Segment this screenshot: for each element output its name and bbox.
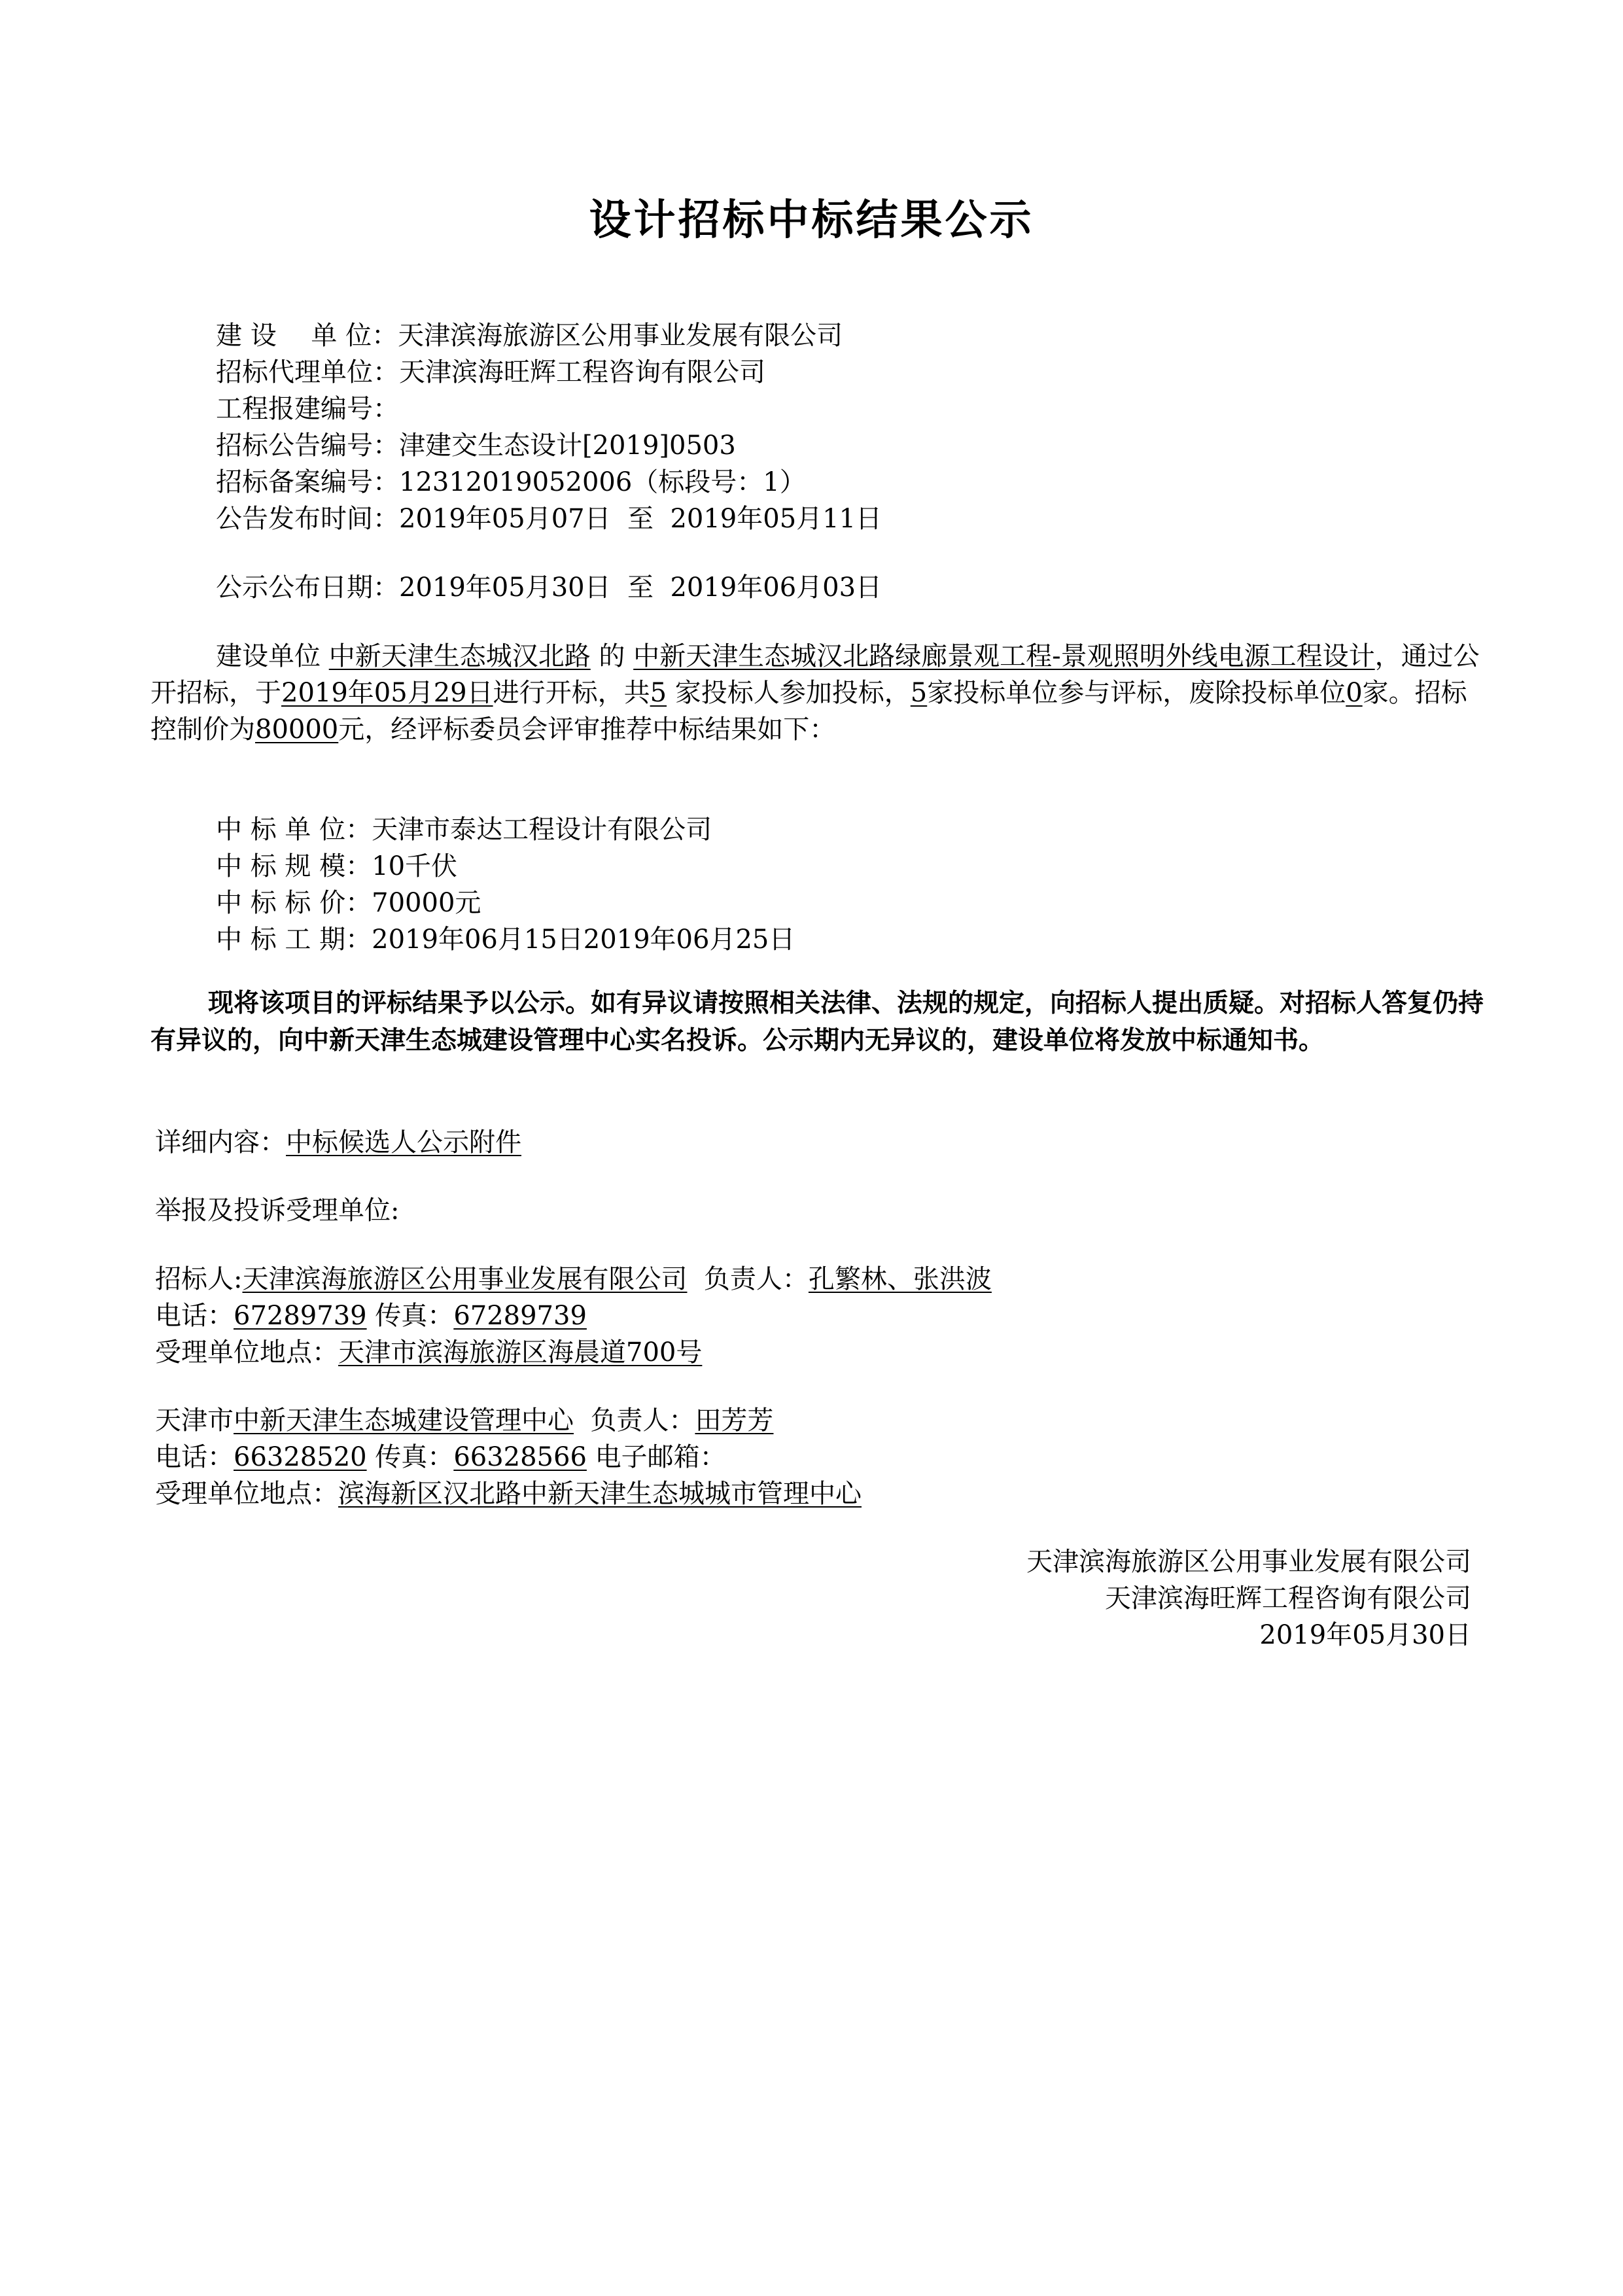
tenderer-tel-label: 电话： [155, 1301, 234, 1331]
signature-org-1: 天津滨海旅游区公用事业发展有限公司 [1026, 1547, 1471, 1577]
announce-date-label: 公示公布日期： [216, 573, 399, 603]
details-row [155, 1124, 521, 1161]
text-segment: 家投标单位参与评标，废除投标单位 [927, 678, 1346, 708]
authority-name-link[interactable]: 中新天津生态城建设管理中心 [234, 1405, 574, 1436]
tenderer-address-label: 受理单位地点： [155, 1337, 338, 1368]
authority-email-label: 电子邮箱： [586, 1442, 726, 1472]
tenderer-row [155, 1261, 992, 1298]
authority-address-label: 受理单位地点： [155, 1479, 338, 1509]
text-segment: 家。招标控制价为 [150, 678, 1467, 745]
tenderer-fax: 67289739 [453, 1301, 587, 1331]
record-no-value: 12312019052006（标段号：1） [399, 467, 806, 497]
period-label: 中 标 工 期： [216, 925, 372, 955]
notice-no-label: 招标公告编号： [216, 431, 399, 461]
authority-row [155, 1402, 773, 1439]
scale-label: 中 标 规 模： [216, 851, 372, 881]
authority-address-row [155, 1475, 862, 1512]
tenderer-name-link[interactable]: 天津滨海旅游区公用事业发展有限公司 [242, 1264, 688, 1294]
text-segment: 家投标人参加投标， [667, 678, 911, 708]
notice-no-row [216, 427, 736, 464]
text-segment [687, 1264, 703, 1294]
announce-date-row [216, 569, 882, 606]
authority-person: 田芳芳 [695, 1405, 774, 1436]
text-segment [574, 1405, 590, 1436]
authority-tel-label: 电话： [155, 1442, 234, 1472]
project-name-link[interactable]: 中新天津生态城汉北路绿廊景观工程-景观照明外线电源工程设计 [633, 641, 1375, 671]
winner-value: 天津市泰达工程设计有限公司 [372, 815, 712, 845]
attachment-link[interactable]: 中标候选人公示附件 [286, 1127, 521, 1157]
details-label: 详细内容： [155, 1127, 286, 1157]
text-segment: 建设单位 [216, 641, 329, 671]
rejected-count: 0 [1346, 678, 1363, 708]
tenderer-address-row [155, 1334, 702, 1371]
authority-tel: 66328520 [234, 1442, 367, 1472]
record-no-label: 招标备案编号： [216, 467, 399, 497]
text-segment: 的 [590, 641, 634, 671]
owner-label: 建 设 单 位： [216, 321, 398, 351]
period-row [216, 921, 795, 958]
winning-price-value: 70000元 [372, 888, 481, 918]
signature-org-2: 天津滨海旺辉工程咨询有限公司 [1105, 1583, 1471, 1614]
notice-no-value: 津建交生态设计[2019]0503 [399, 431, 736, 461]
authority-contact-row [155, 1439, 726, 1475]
agent-value: 天津滨海旺辉工程咨询有限公司 [399, 357, 765, 387]
page-title: 设计招标中标结果公示 [589, 196, 1034, 245]
authority-fax-label: 传真： [366, 1442, 454, 1472]
winning-price-label: 中 标 标 价： [216, 888, 372, 918]
authority-person-label: 负责人： [590, 1405, 695, 1436]
evaluated-count: 5 [910, 678, 928, 708]
scale-value: 10千伏 [372, 851, 458, 881]
record-no-row [216, 464, 806, 501]
tenderer-fax-label: 传真： [366, 1301, 454, 1331]
publish-time-row [216, 501, 882, 537]
announce-date-value: 2019年05月30日 至 2019年06月03日 [399, 573, 882, 603]
tenderer-person: 孔繁林、张洪波 [808, 1264, 992, 1294]
tenderer-tel: 67289739 [234, 1301, 367, 1331]
project-no-row [216, 391, 399, 427]
bidder-count: 5 [650, 678, 667, 708]
scale-row [216, 848, 457, 885]
authority-address: 滨海新区汉北路中新天津生态城城市管理中心 [338, 1479, 862, 1509]
opening-date: 2019年05月29日 [281, 678, 493, 708]
period-value: 2019年06月15日2019年06月25日 [372, 925, 795, 955]
tenderer-label: 招标人: [155, 1264, 243, 1294]
control-price: 80000 [255, 715, 339, 745]
tenderer-address: 天津市滨海旅游区海晨道700号 [338, 1337, 703, 1368]
project-no-label: 工程报建编号： [216, 394, 399, 424]
authority-fax: 66328566 [453, 1442, 587, 1472]
tenderer-contact-row [155, 1298, 587, 1334]
owner-value: 天津滨海旅游区公用事业发展有限公司 [398, 321, 843, 351]
bid-summary-paragraph [150, 638, 1485, 748]
owner-row [216, 317, 843, 354]
authority-prefix: 天津市 [155, 1405, 234, 1436]
winning-price-row [216, 885, 481, 921]
text-segment: 元，经评标委员会评审推荐中标结果如下： [338, 715, 836, 745]
owner-unit-link[interactable]: 中新天津生态城汉北路 [328, 641, 591, 671]
text-segment: 进行开标，共 [493, 678, 650, 708]
tenderer-person-label: 负责人： [703, 1264, 809, 1294]
text-segment: ，通过公开招标，于 [150, 641, 1480, 708]
publish-time-value: 2019年05月07日 至 2019年05月11日 [399, 504, 882, 534]
agent-row [216, 354, 765, 391]
signature-date: 2019年05月30日 [1259, 1620, 1471, 1650]
winner-label: 中 标 单 位： [216, 815, 372, 845]
winner-row [216, 811, 712, 848]
publish-time-label: 公告发布时间： [216, 504, 399, 534]
complaint-title: 举报及投诉受理单位: [155, 1195, 400, 1226]
public-notice-paragraph: 现将该项目的评标结果予以公示。如有异议请按照相关法律、法规的规定，向招标人提出质疑。对招标人答复仍持有异议的，向中新天津生态城建设管理中心实名投诉。公示期内无异议的，建设单位将发放中标通知书。 [150, 989, 1484, 1055]
agent-label: 招标代理单位： [216, 357, 399, 387]
